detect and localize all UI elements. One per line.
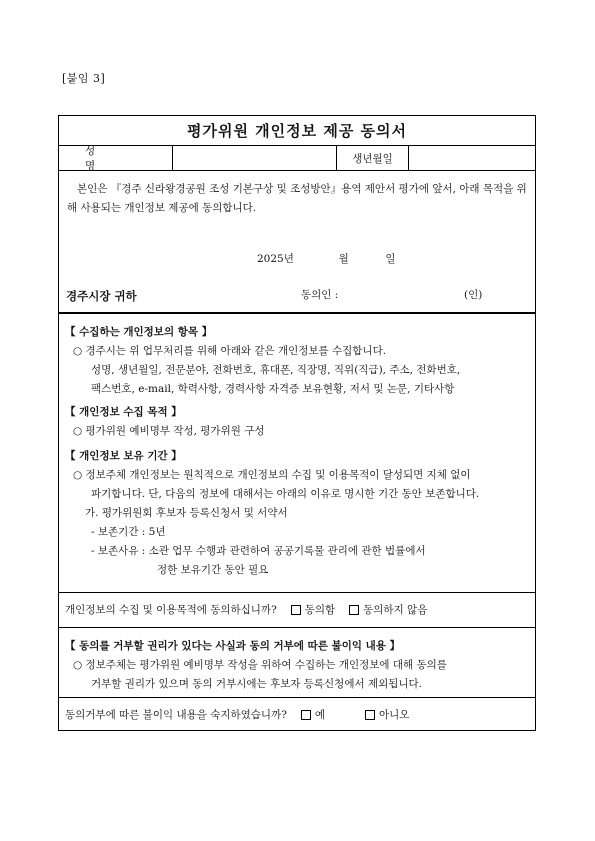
refusal-heading: 【 동의를 거부할 권리가 있다는 사실과 동의 거부에 따른 불이익 내용 】	[65, 640, 401, 652]
option-yes[interactable]	[301, 707, 325, 722]
consent-form	[58, 115, 536, 731]
question-consent-row	[65, 602, 531, 617]
question-acknowledge-row	[65, 707, 531, 722]
name-label: 성 명	[59, 146, 173, 170]
retention-line-1: ○ 정보주체 개인정보는 원칙적으로 개인정보의 수집 및 이용목적이 달성되면 지체 없이	[73, 469, 471, 481]
name-birth-row	[59, 146, 535, 171]
retention-section	[65, 447, 531, 580]
checkbox-no[interactable]	[365, 710, 375, 720]
purpose-section	[65, 403, 531, 441]
divider	[59, 592, 535, 593]
date-day: 일	[385, 253, 396, 265]
option-no[interactable]	[365, 707, 409, 722]
title-row	[59, 116, 535, 146]
items-line-2: 성명, 생년월일, 전문분야, 전화번호, 휴대폰, 직장명, 직위(직급), 주소, 전화번호,	[91, 364, 461, 376]
option-no-label: 아니오	[379, 709, 410, 721]
checkbox-yes[interactable]	[301, 710, 311, 720]
option-agree[interactable]	[291, 602, 335, 617]
items-section	[65, 323, 531, 399]
date-month: 월	[338, 253, 349, 265]
option-disagree-label: 동의하지 않음	[363, 604, 428, 616]
date-line	[257, 251, 396, 266]
refusal-section	[65, 637, 531, 694]
refusal-line-1: ○ 정보주체는 평가위원 예비명부 작성을 위하여 수집하는 개인정보에 대해 동의를	[73, 659, 447, 671]
retention-line-6: 정한 보유기간 동안 필요	[157, 564, 269, 576]
name-field[interactable]	[173, 146, 337, 170]
divider	[59, 312, 535, 313]
option-disagree[interactable]	[349, 602, 427, 617]
retention-line-4: - 보존기간 : 5년	[91, 526, 166, 538]
retention-line-3: 가. 평가위원회 후보자 등록신청서 및 서약서	[85, 507, 288, 519]
refusal-line-2: 거부할 권리가 있으며 동의 거부시에는 후보자 등록신청에서 제외됩니다.	[91, 678, 422, 690]
birth-label: 생년월일	[337, 146, 409, 170]
retention-heading: 【 개인정보 보유 기간 】	[65, 450, 182, 462]
checkbox-disagree[interactable]	[349, 605, 359, 615]
items-heading: 【 수집하는 개인정보의 항목 】	[65, 326, 213, 338]
consent-text: 본인은 『경주 신라왕경공원 조성 기본구상 및 조성방안』용역 제안서 평가에 앞서, 아래 목적을 위해 사용되는 개인정보 제공에 동의합니다.	[67, 183, 527, 214]
divider	[59, 627, 535, 628]
divider	[59, 697, 535, 698]
retention-line-2: 파기합니다. 단, 다음의 정보에 대해서는 아래의 이유로 명시한 기간 동안 보존합니다.	[91, 488, 480, 500]
attachment-label: [붙임 3]	[62, 72, 106, 85]
question-acknowledge-text: 동의거부에 따른 불이익 내용을 숙지하였습니까?	[65, 709, 287, 721]
option-yes-label: 예	[314, 709, 325, 721]
form-title: 평가위원 개인정보 제공 동의서	[186, 122, 408, 140]
seal-label: (인)	[464, 289, 483, 301]
signer-label: 동의인 :	[301, 289, 339, 301]
purpose-heading: 【 개인정보 수집 목적 】	[65, 406, 182, 418]
retention-line-5: - 보존사유 : 소관 업무 수행과 관련하여 공공기록물 관리에 관한 법률에서	[91, 545, 426, 557]
addressee: 경주시장 귀하	[66, 289, 137, 303]
items-line-3: 팩스번호, e-mail, 학력사항, 경력사항 자격증 보유현황, 저서 및 논문, 기타사항	[91, 383, 455, 395]
purpose-line-1: ○ 평가위원 예비명부 작성, 평가위원 구성	[73, 425, 265, 437]
date-year: 2025년	[257, 253, 294, 265]
option-agree-label: 동의함	[304, 604, 336, 616]
question-consent-text: 개인정보의 수집 및 이용목적에 동의하십니까?	[65, 604, 277, 616]
checkbox-agree[interactable]	[291, 605, 301, 615]
birth-field[interactable]	[409, 146, 535, 170]
items-line-1: ○ 경주시는 위 업무처리를 위해 아래와 같은 개인정보를 수집합니다.	[73, 345, 387, 357]
